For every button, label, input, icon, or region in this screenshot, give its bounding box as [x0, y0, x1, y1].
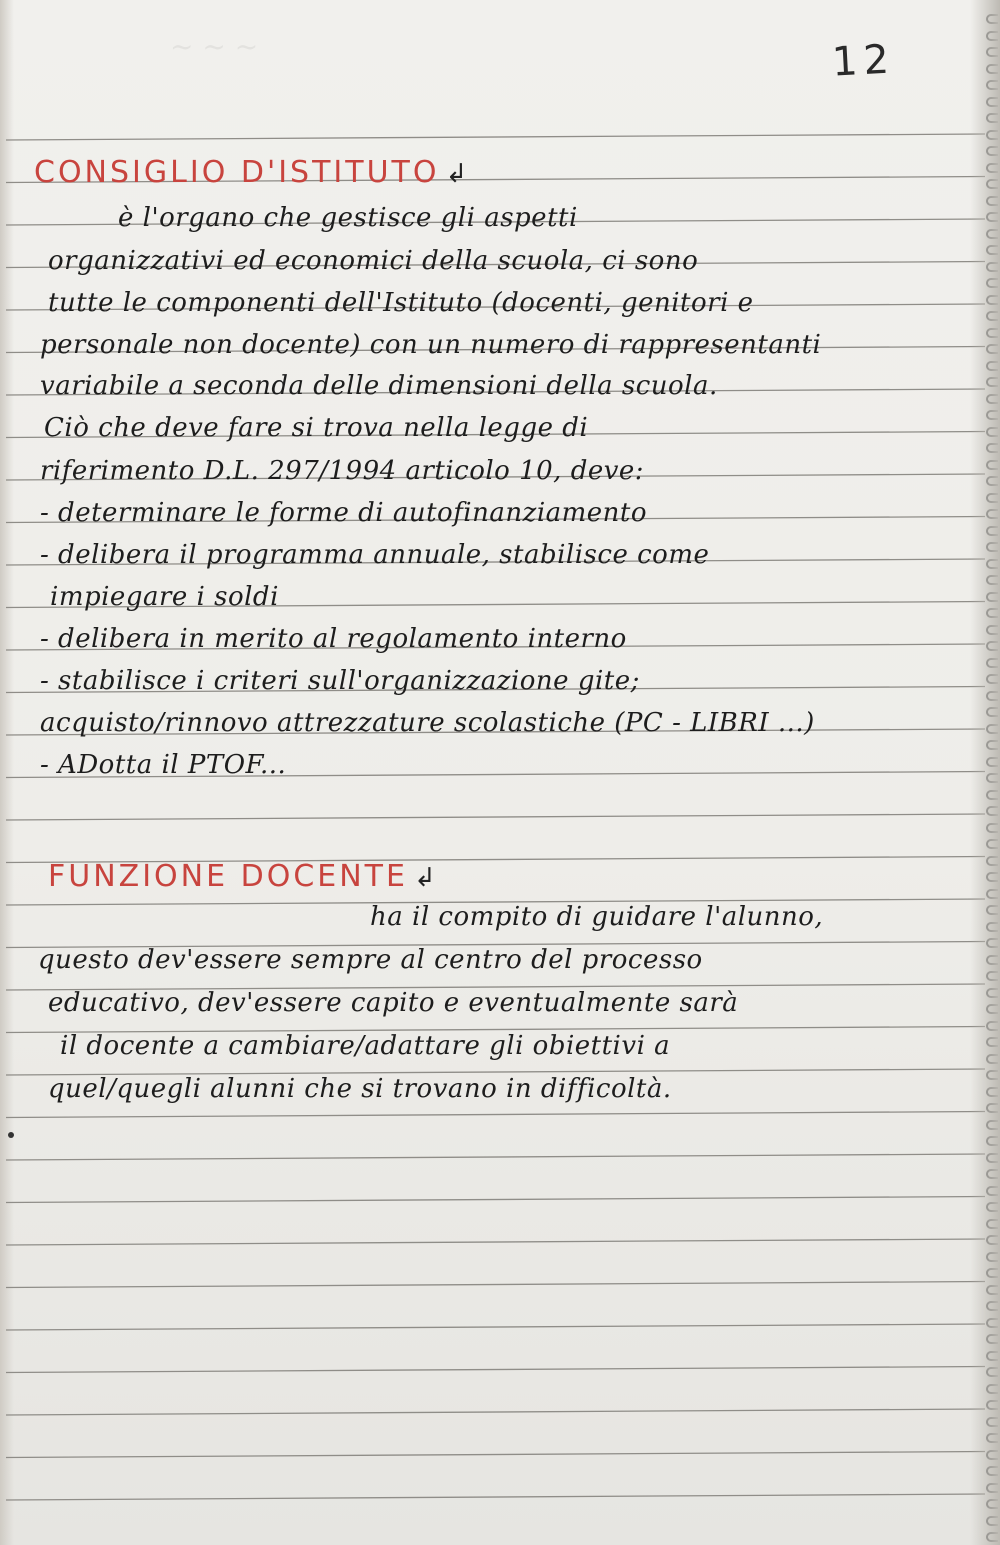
spiral-ring [986, 493, 998, 503]
text-line: impiegare i soldi [50, 582, 279, 612]
spiral-ring [986, 1516, 998, 1526]
spiral-ring [986, 823, 998, 833]
spiral-ring [986, 1483, 998, 1493]
spiral-ring [986, 740, 998, 750]
spiral-ring [986, 658, 998, 668]
spiral-ring [986, 410, 998, 420]
ruled-line [6, 1197, 985, 1203]
spiral-ring [986, 988, 998, 998]
spiral-ring [986, 262, 998, 272]
ruled-line [6, 1409, 985, 1415]
spiral-ring [986, 1235, 998, 1245]
ruled-line [6, 1112, 985, 1118]
spiral-ring [986, 691, 998, 701]
spiral-ring [986, 344, 998, 354]
spiral-ring [986, 1103, 998, 1113]
text-line: educativo, dev'essere capito e eventualmente sarà [48, 988, 739, 1018]
spiral-ring [986, 1334, 998, 1344]
spiral-ring [986, 1004, 998, 1014]
ruled-line [6, 1494, 985, 1500]
spiral-ring [986, 955, 998, 965]
ruled-line [6, 1324, 985, 1330]
text-line: personale non docente) con un numero di rappresentanti [40, 330, 822, 360]
text-line: quel/quegli alunni che si trovano in difficoltà. [48, 1074, 672, 1104]
spiral-ring [986, 427, 998, 437]
text-line: - stabilisce i criteri sull'organizzazione gite; [40, 666, 640, 696]
spiral-ring [986, 1384, 998, 1394]
spiral-ring [986, 64, 998, 74]
spiral-ring [986, 460, 998, 470]
spiral-ring [986, 509, 998, 519]
spiral-ring [986, 1120, 998, 1130]
spiral-ring [986, 922, 998, 932]
spiral-ring [986, 163, 998, 173]
spiral-ring [986, 641, 998, 651]
bleed-through-marks: ~ ~ ~ [170, 30, 259, 63]
spiral-ring [986, 1070, 998, 1080]
spiral-ring [986, 889, 998, 899]
spiral-ring [986, 14, 998, 24]
spiral-ring [986, 1268, 998, 1278]
ruled-line [6, 1239, 985, 1245]
text-line: - ADotta il PTOF... [40, 750, 287, 780]
text-line: acquisto/rinnovo attrezzature scolastiche (PC - LIBRI ...) [40, 708, 815, 738]
spiral-ring [986, 113, 998, 123]
spiral-ring [986, 146, 998, 156]
spiral-ring [986, 1087, 998, 1097]
spiral-ring [986, 674, 998, 684]
section-title: FUNZIONE DOCENTE [48, 859, 408, 894]
spiral-ring [986, 1400, 998, 1410]
spiral-ring [986, 179, 998, 189]
spiral-ring [986, 1186, 998, 1196]
spiral-ring [986, 47, 998, 57]
spiral-ring [986, 1466, 998, 1476]
spiral-ring [986, 757, 998, 767]
spiral-ring [986, 1318, 998, 1328]
text-line: Ciò che deve fare si trova nella legge di [44, 413, 589, 443]
page-number: 12 [830, 36, 897, 86]
spiral-ring [986, 80, 998, 90]
spiral-ring [986, 443, 998, 453]
spiral-ring [986, 1021, 998, 1031]
margin-dot [8, 1132, 14, 1138]
spiral-ring [986, 856, 998, 866]
spiral-ring [986, 971, 998, 981]
text-line: ha il compito di guidare l'alunno, [370, 902, 824, 932]
spiral-ring [986, 542, 998, 552]
spiral-ring [986, 229, 998, 239]
spiral-ring [986, 328, 998, 338]
spiral-ring [986, 724, 998, 734]
spiral-ring [986, 1202, 998, 1212]
ruled-line [6, 1367, 985, 1373]
spiral-ring [986, 575, 998, 585]
spiral-ring [986, 625, 998, 635]
text-line: il docente a cambiare/adattare gli obiettivi a [60, 1031, 671, 1061]
spiral-ring [986, 130, 998, 140]
spiral-ring [986, 212, 998, 222]
spiral-ring [986, 707, 998, 717]
spiral-ring [986, 1367, 998, 1377]
spiral-ring [986, 872, 998, 882]
ruled-line [6, 814, 985, 820]
spiral-ring [986, 311, 998, 321]
text-line: questo dev'essere sempre al centro del processo [38, 945, 703, 975]
ruled-line [6, 134, 985, 140]
section-heading-funzione [48, 859, 439, 894]
spiral-ring [986, 295, 998, 305]
spiral-ring [986, 1219, 998, 1229]
spiral-ring [986, 1417, 998, 1427]
text-line: - delibera il programma annuale, stabilisce come [40, 540, 710, 570]
spiral-ring [986, 97, 998, 107]
section-heading-consiglio [34, 155, 471, 190]
spiral-ring [986, 1532, 998, 1542]
arrow-down-icon: ↲ [445, 159, 471, 189]
text-line: tutte le componenti dell'Istituto (docenti, genitori e [48, 288, 754, 318]
spiral-ring [986, 1037, 998, 1047]
spiral-ring [986, 559, 998, 569]
spiral-ring [986, 1301, 998, 1311]
arrow-down-icon: ↲ [413, 863, 439, 893]
spiral-ring [986, 1054, 998, 1064]
spiral-ring [986, 196, 998, 206]
text-line: - determinare le forme di autofinanziamento [40, 498, 648, 528]
spiral-ring [986, 394, 998, 404]
spiral-ring [986, 361, 998, 371]
spiral-ring [986, 1351, 998, 1361]
spiral-ring [986, 377, 998, 387]
spiral-ring [986, 938, 998, 948]
spiral-ring [986, 31, 998, 41]
spiral-ring [986, 1136, 998, 1146]
spiral-binding [978, 0, 1000, 1545]
text-line: è l'organo che gestisce gli aspetti [118, 203, 578, 233]
spiral-ring [986, 1285, 998, 1295]
section-title: CONSIGLIO D'ISTITUTO [34, 155, 440, 190]
spiral-ring [986, 1169, 998, 1179]
spiral-ring [986, 1433, 998, 1443]
spiral-ring [986, 905, 998, 915]
spiral-ring [986, 278, 998, 288]
spiral-ring [986, 476, 998, 486]
spiral-ring [986, 839, 998, 849]
spiral-ring [986, 790, 998, 800]
spiral-ring [986, 526, 998, 536]
spiral-ring [986, 608, 998, 618]
spiral-ring [986, 806, 998, 816]
spiral-ring [986, 592, 998, 602]
text-line: - delibera in merito al regolamento interno [40, 624, 627, 654]
ruled-line [6, 1282, 985, 1288]
ruled-line [6, 1452, 985, 1458]
spiral-ring [986, 773, 998, 783]
text-line: variabile a seconda delle dimensioni della scuola. [40, 371, 718, 401]
text-line: riferimento D.L. 297/1994 articolo 10, deve: [40, 456, 645, 486]
text-line: organizzativi ed economici della scuola, ci sono [48, 246, 699, 276]
spiral-ring [986, 1252, 998, 1262]
spiral-ring [986, 245, 998, 255]
spiral-ring [986, 1499, 998, 1509]
spiral-ring [986, 1450, 998, 1460]
spiral-ring [986, 1153, 998, 1163]
ruled-line [6, 1154, 985, 1160]
